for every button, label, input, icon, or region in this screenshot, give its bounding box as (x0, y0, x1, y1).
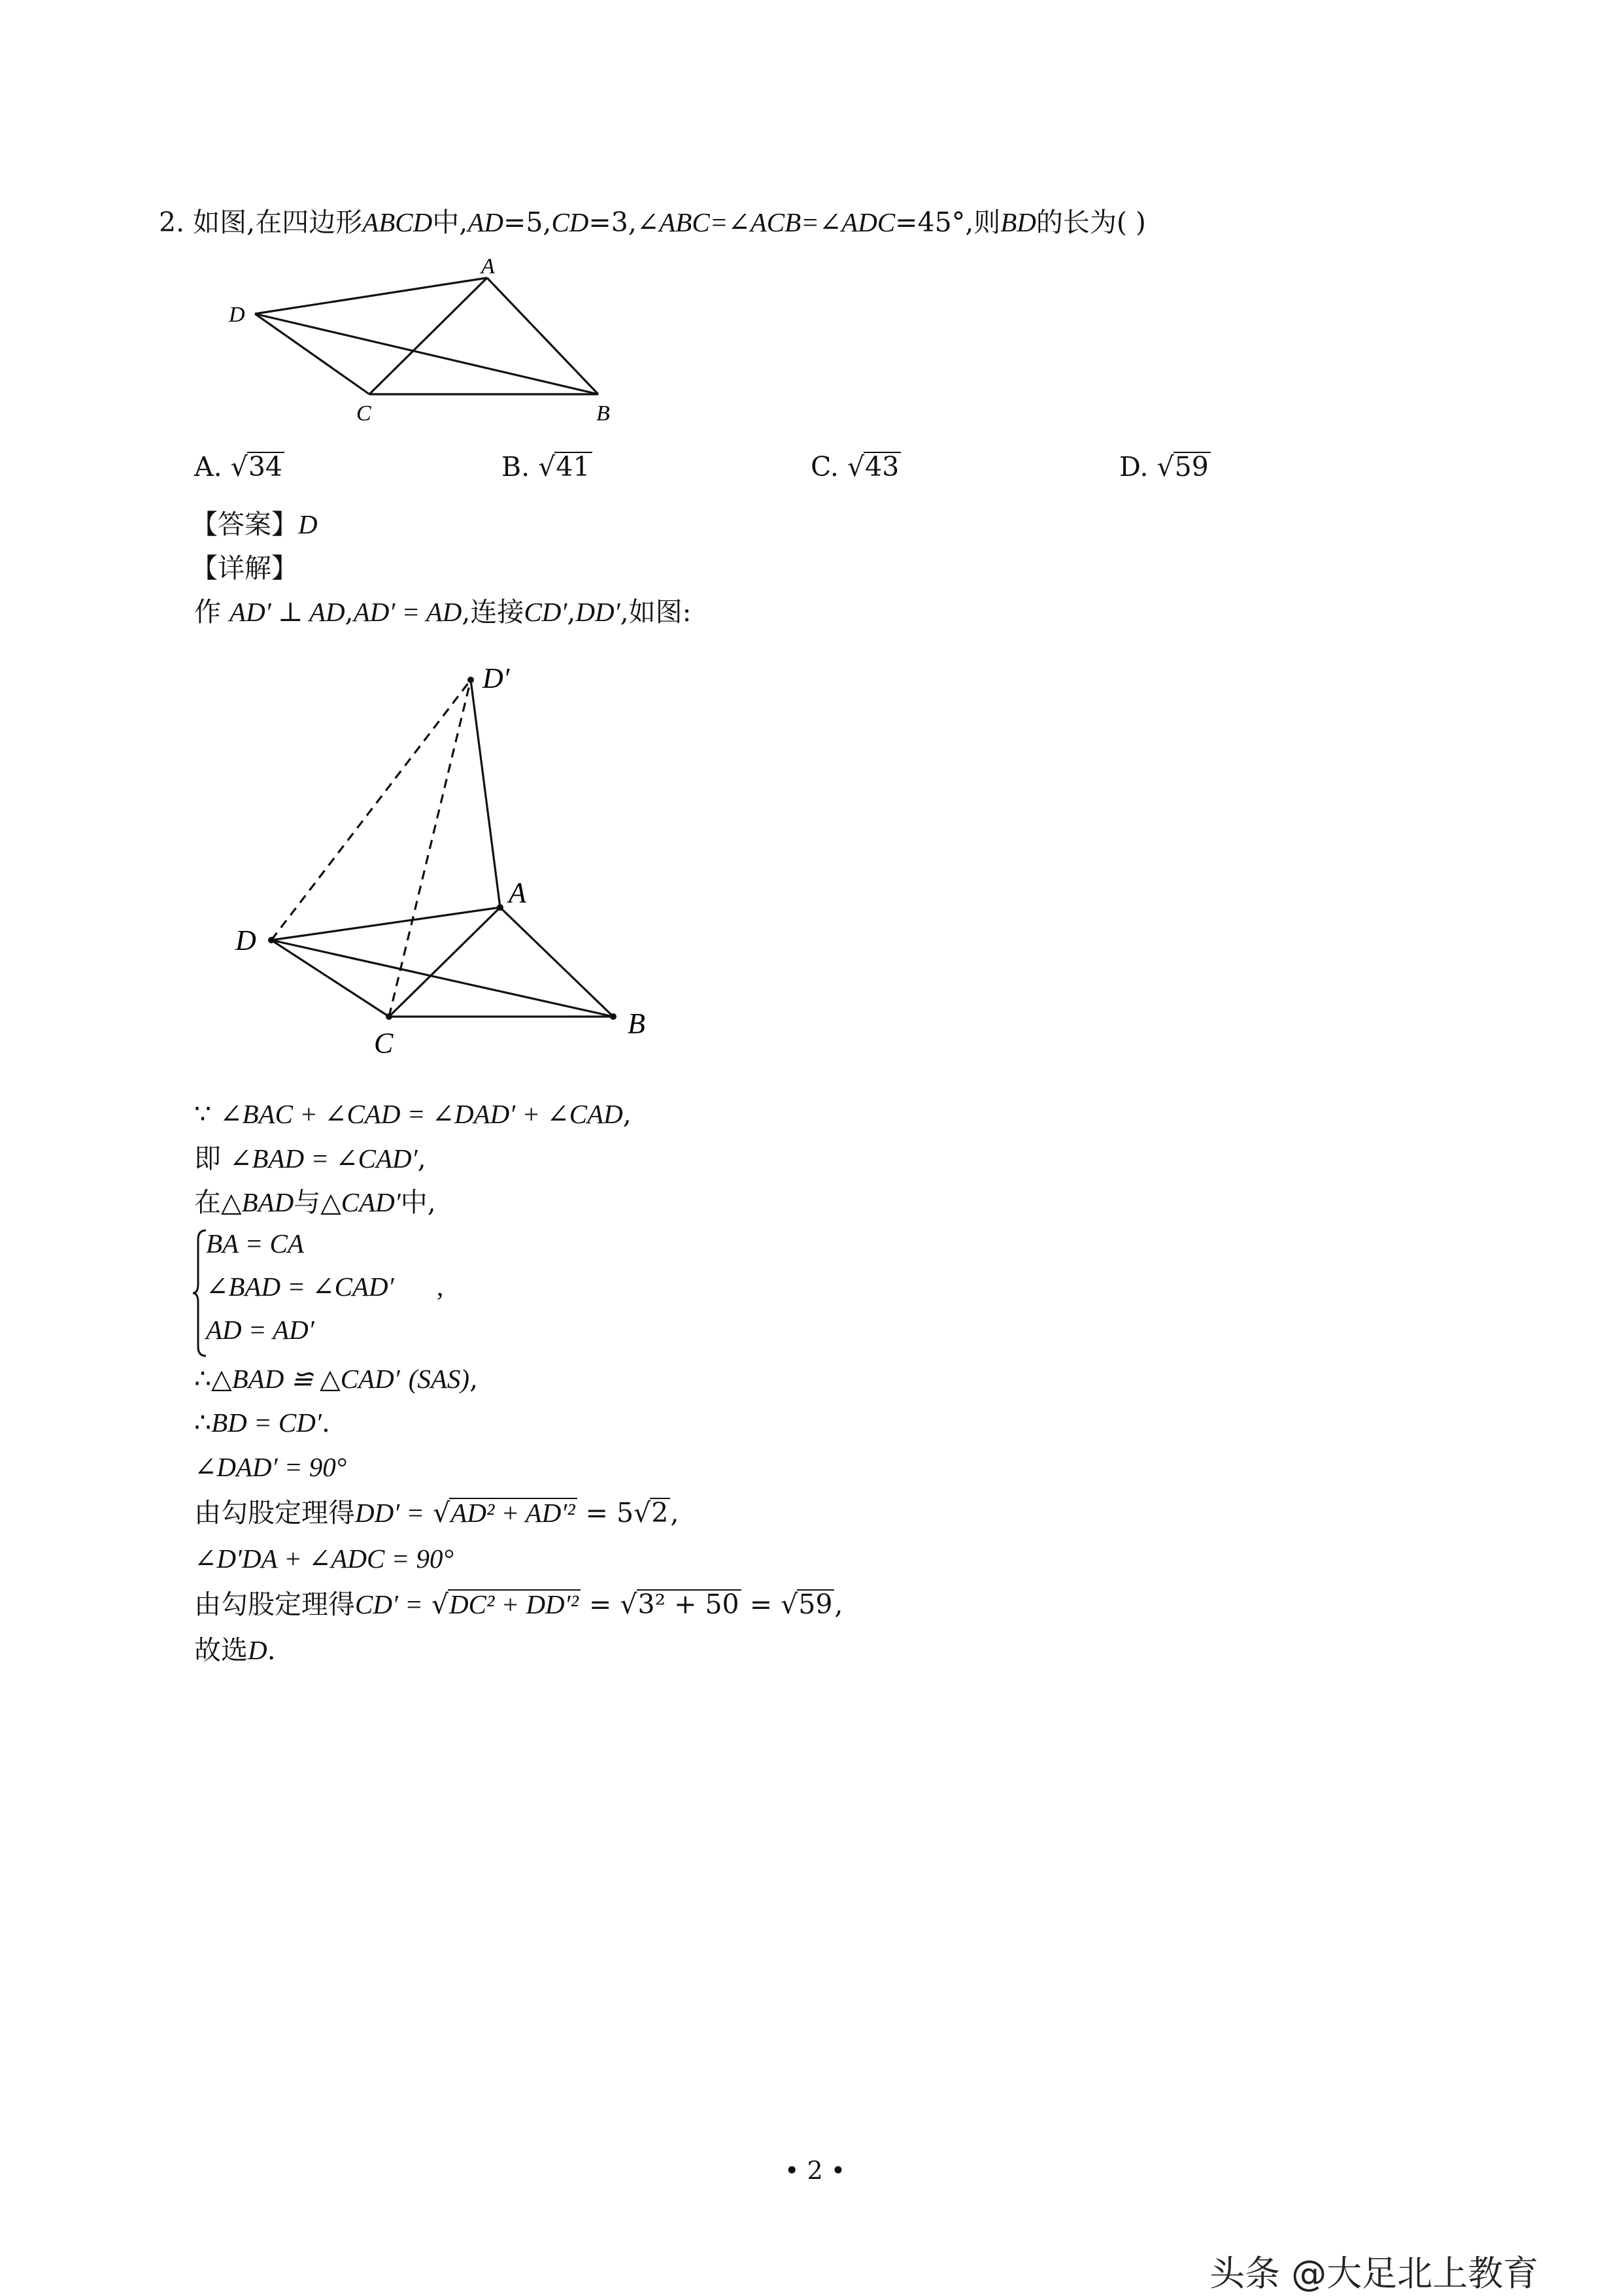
point-c (386, 1013, 392, 1020)
step-9-pythag: 由勾股定理得 (194, 1589, 355, 1620)
step-7-pythag: 由勾股定理得 (194, 1497, 355, 1528)
construct-h: DD′ (575, 597, 620, 627)
question-tail: 的长为( ) (1036, 207, 1146, 238)
step-7-sqrt2: √2 (634, 1497, 670, 1529)
figure-construction (222, 654, 706, 1079)
step-9 (194, 1589, 843, 1621)
step-9-sqrt2: √3² + 50 (620, 1589, 741, 1621)
segment2-da (271, 907, 500, 940)
step-10-choose: 故选 (194, 1634, 248, 1666)
page-number: • 2 • (785, 2156, 846, 2185)
step-8-expr: ∠D′DA + ∠ADC = 90° (194, 1544, 454, 1574)
option-c-letter: C. (811, 451, 839, 482)
question-number: 2. (159, 207, 185, 238)
step-5-therefore: ∴ (194, 1407, 212, 1438)
label2-c: C (374, 1027, 394, 1059)
question-angles: ∠ABC=∠ACB=∠ADC (636, 207, 896, 237)
question-cd: CD (551, 207, 589, 237)
step-6-expr: ∠DAD′ = 90° (194, 1452, 347, 1482)
option-a-letter: A. (194, 451, 222, 482)
option-a-sqrt: √34 (231, 451, 284, 483)
step-4-congruent: △BAD ≌ △CAD′ (211, 1364, 400, 1394)
option-b-sqrt: √41 (538, 451, 592, 483)
step-2-comma: , (417, 1143, 426, 1174)
step-1 (194, 1098, 632, 1130)
label2-d: D (235, 924, 256, 956)
step-3-tri1: △BAD (221, 1187, 294, 1217)
segment-da (255, 278, 487, 314)
step-7-comma: , (670, 1497, 679, 1528)
answer-line (191, 509, 318, 541)
construct-e: ,连接 (462, 596, 524, 628)
segment-ab (487, 278, 598, 394)
step-2 (194, 1143, 426, 1175)
segment2-ab (500, 907, 613, 1017)
question-eq45: =45°,则 (895, 207, 1001, 238)
step-9-lhs: CD′ = (355, 1589, 423, 1619)
segment2-db (271, 940, 613, 1017)
condition-3: AD = AD′ (206, 1315, 314, 1345)
construct-b: AD′ ⊥ AD (229, 597, 345, 627)
step-3-tri2: △CAD′ (320, 1187, 401, 1217)
answer-value: D (298, 509, 318, 539)
watermark: 头条 @大足北上教育 (1209, 2253, 1539, 2294)
label-d: D (229, 303, 245, 327)
option-b (501, 451, 592, 483)
step-9-comma: , (834, 1589, 843, 1620)
question-eq3: =3, (588, 207, 637, 238)
answer-tag: 【答案】 (191, 509, 298, 540)
step-1-since: ∵ (194, 1098, 212, 1130)
construct-line (194, 596, 691, 628)
step-9-sqrt3: √59 (781, 1589, 834, 1621)
segment-dc (255, 314, 369, 394)
step-9-radicand1: DC² + DD′² (448, 1589, 581, 1619)
question-line (159, 207, 1146, 239)
option-c-radicand: 43 (864, 452, 901, 481)
option-d (1119, 451, 1211, 483)
segment2-dc (271, 940, 389, 1017)
point-a (497, 904, 503, 911)
step-7-radicand: AD² + AD′² (449, 1498, 577, 1527)
question-eq5: =5, (503, 207, 552, 238)
segment-db (255, 314, 598, 394)
step-2-expr: ∠BAD = ∠CAD′ (229, 1143, 418, 1173)
construct-g: , (567, 596, 576, 628)
step-10 (194, 1634, 276, 1666)
segment-ca (369, 278, 487, 394)
label2-d-prime: D′ (482, 662, 510, 694)
option-a (194, 451, 284, 483)
step-3-and: 与 (294, 1187, 321, 1218)
question-ad: AD (467, 207, 503, 237)
option-d-letter: D. (1119, 451, 1149, 482)
step-3-in: 在 (194, 1187, 221, 1218)
step-7-sqrt: √AD² + AD′² (433, 1497, 577, 1529)
step-4-therefore: ∴ (194, 1363, 212, 1394)
segment2-cd-prime (389, 680, 471, 1017)
step-2-ie: 即 (194, 1143, 221, 1174)
option-d-sqrt: √59 (1157, 451, 1211, 483)
option-d-radicand: 59 (1174, 452, 1211, 481)
construct-c: , (345, 596, 354, 628)
explain-tag: 【详解】 (191, 552, 298, 584)
step-3-tail: 中, (400, 1187, 436, 1218)
label-b: B (596, 401, 610, 426)
option-b-letter: B. (501, 451, 530, 482)
step-9-radicand3: 59 (797, 1589, 834, 1619)
label-c: C (356, 401, 371, 426)
option-c-sqrt: √43 (847, 451, 901, 483)
question-quad: ABCD (362, 207, 433, 237)
step-4-sas: (SAS) (408, 1364, 470, 1394)
question-text-b: 中, (432, 207, 468, 238)
step-7-eq: = 5 (585, 1497, 634, 1528)
label2-a: A (509, 877, 526, 909)
question-text-a: 如图,在四边形 (193, 207, 363, 238)
step-5-expr: BD = CD′ (211, 1408, 322, 1438)
step-7-radicand2: 2 (650, 1498, 670, 1527)
segment2-ad-prime (471, 680, 500, 907)
step-10-period: . (267, 1634, 276, 1666)
construct-d: AD′ = AD (353, 597, 462, 627)
condition-1: BA = CA (206, 1228, 304, 1258)
point-b (610, 1013, 617, 1020)
figure-quadrilateral (222, 252, 628, 431)
step-9-sqrt1: √DC² + DD′² (431, 1589, 581, 1621)
step-6 (194, 1451, 346, 1483)
step-8 (194, 1543, 454, 1575)
step-7-lhs: DD′ = (355, 1498, 425, 1528)
step-5 (194, 1407, 330, 1439)
step-1-expr: ∠BAC + ∠CAD = ∠DAD′ + ∠CAD (220, 1099, 623, 1129)
step-5-period: . (321, 1407, 330, 1438)
step-10-answer: D (248, 1635, 267, 1665)
label2-b: B (628, 1007, 645, 1039)
explain-line (191, 552, 298, 584)
step-9-radicand2: 3² + 50 (637, 1589, 741, 1619)
segment2-ca (389, 907, 500, 1017)
segment2-dd-prime (271, 680, 471, 940)
construct-a: 作 (194, 596, 221, 628)
point-d (268, 937, 275, 943)
option-b-radicand: 41 (554, 452, 592, 481)
step-4-comma: , (469, 1363, 479, 1394)
step-1-comma: , (622, 1098, 632, 1130)
question-bd: BD (1000, 207, 1036, 237)
label-a: A (481, 254, 495, 279)
condition-2: ∠BAD = ∠CAD′ (206, 1272, 394, 1302)
point-d-prime (467, 677, 474, 683)
congruence-conditions (192, 1228, 466, 1359)
step-3 (194, 1187, 436, 1219)
construct-f: CD′ (524, 597, 567, 627)
step-4 (194, 1363, 478, 1395)
step-9-eq1: = (588, 1589, 612, 1620)
construct-i: ,如图: (620, 596, 692, 628)
step-9-eq2: = (749, 1589, 773, 1620)
step-7 (194, 1497, 679, 1529)
option-a-radicand: 34 (247, 452, 284, 481)
brace-tail: , (437, 1272, 444, 1302)
option-c (811, 451, 901, 483)
